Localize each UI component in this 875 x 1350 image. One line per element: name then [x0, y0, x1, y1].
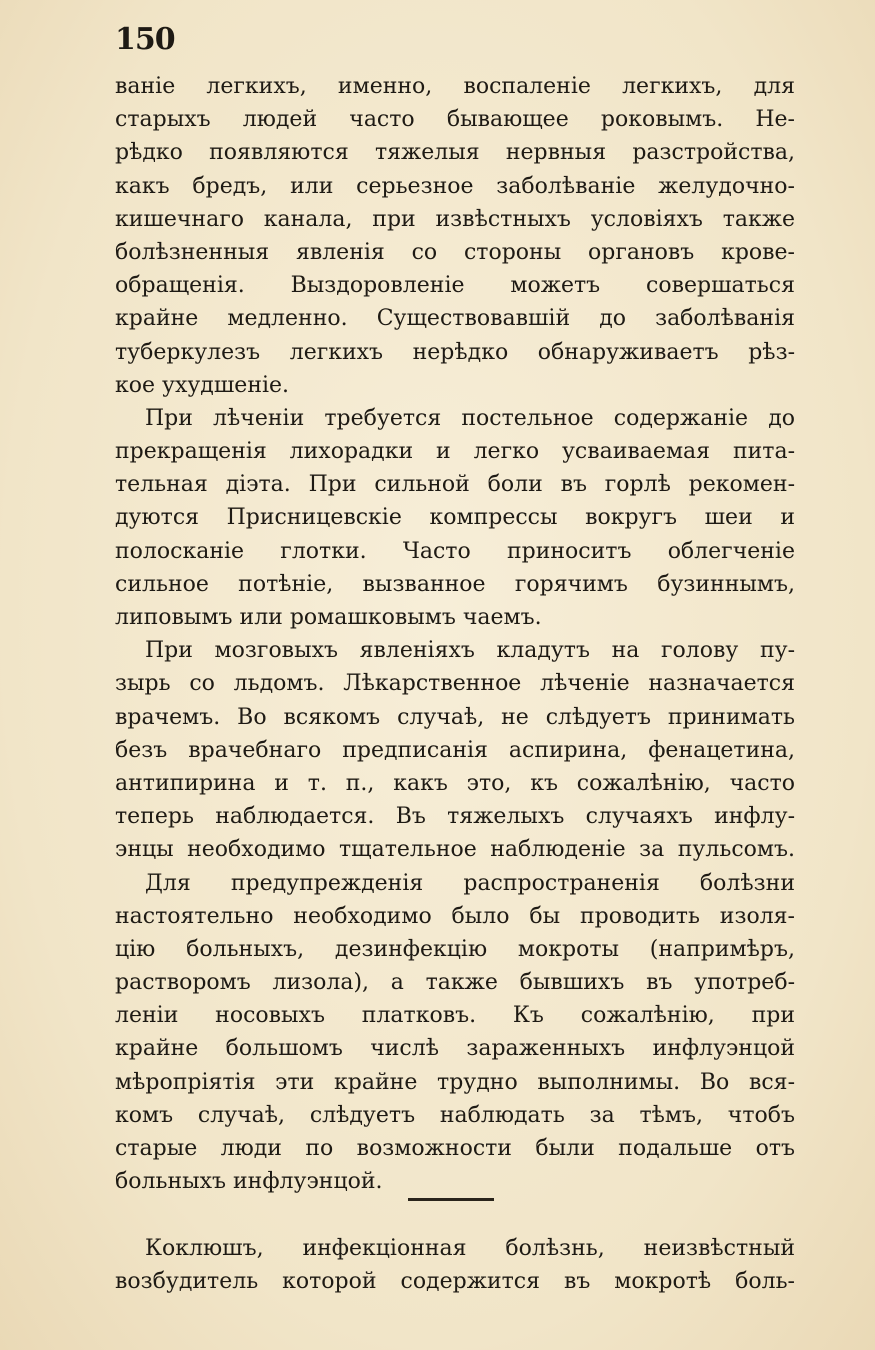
- text-line: врачемъ. Во всякомъ случаѣ, не слѣдуетъ принимать: [115, 704, 795, 730]
- text-line: полосканіе глотки. Часто приноситъ облегченіе: [115, 538, 795, 564]
- text-line: болѣзненныя явленія со стороны органовъ крове-: [115, 239, 795, 265]
- text-line: больныхъ инфлуэнцой.: [115, 1169, 383, 1195]
- text-line: обращенія. Выздоровленіе можетъ совершаться: [115, 273, 795, 299]
- text-line: комъ случаѣ, слѣдуетъ наблюдать за тѣмъ, чтобъ: [115, 1102, 795, 1128]
- section-divider: [408, 1198, 494, 1201]
- text-line: антипирина и т. п., какъ это, къ сожалѣнію, часто: [115, 770, 795, 796]
- text-line: При лѣченіи требуется постельное содержаніе до: [145, 405, 795, 431]
- text-line: крайне большомъ числѣ зараженныхъ инфлуэнцой: [115, 1036, 795, 1062]
- next-section-text: [115, 1232, 795, 1298]
- text-line: дуются Присницевскіе компрессы вокругъ шеи и: [115, 505, 795, 531]
- page-number: 150: [115, 22, 175, 57]
- text-line: прекращенія лихорадки и легко усваиваемая пита-: [115, 439, 795, 465]
- text-line: мѣропріятія эти крайне трудно выполнимы. Во вся-: [115, 1069, 795, 1095]
- text-line: какъ бредъ, или серьезное заболѣваніе желудочно-: [115, 173, 795, 199]
- text-line: настоятельно необходимо было бы проводить изоля-: [115, 903, 795, 929]
- text-line: сильное потѣніе, вызванное горячимъ бузиннымъ,: [115, 571, 795, 597]
- text-line: теперь наблюдается. Въ тяжелыхъ случаяхъ инфлу-: [115, 804, 795, 830]
- text-line: кишечнаго канала, при извѣстныхъ условіяхъ также: [115, 206, 795, 232]
- text-line: кое ухудшеніе.: [115, 372, 290, 398]
- text-line: рѣдко появляются тяжелыя нервныя разстройства,: [115, 140, 795, 166]
- text-line: зырь со льдомъ. Лѣкарственное лѣченіе назначается: [115, 671, 795, 697]
- text-line: ваніе легкихъ, именно, воспаленіе легкихъ, для: [115, 74, 795, 99]
- text-line: крайне медленно. Существовавшій до заболѣванія: [115, 306, 795, 332]
- text-line: Для предупрежденія распространенія болѣзни: [145, 870, 795, 896]
- text-line: безъ врачебнаго предписанія аспирина, фенацетина,: [115, 737, 795, 763]
- text-line: Коклюшъ, инфекціонная болѣзнь, неизвѣстный: [145, 1236, 795, 1261]
- body-text: [115, 70, 795, 1198]
- text-line: цію больныхъ, дезинфекцію мокроты (напримѣръ,: [115, 936, 795, 962]
- text-line: тельная діэта. При сильной боли въ горлѣ рекомен-: [115, 472, 795, 498]
- text-line: туберкулезъ легкихъ нерѣдко обнаруживаетъ рѣз-: [115, 339, 795, 365]
- text-line: энцы необходимо тщательное наблюденіе за пульсомъ.: [115, 837, 795, 863]
- text-line: старые люди по возможности были подальше отъ: [115, 1136, 795, 1161]
- text-line: растворомъ лизола), а также бывшихъ въ употреб-: [115, 970, 795, 996]
- text-line: возбудитель которой содержится въ мокротѣ боль-: [115, 1269, 795, 1295]
- text-line: При мозговыхъ явленіяхъ кладутъ на голову пу-: [145, 638, 795, 664]
- text-line: леніи носовыхъ платковъ. Къ сожалѣнію, при: [115, 1003, 795, 1029]
- text-line: старыхъ людей часто бывающее роковымъ. Не-: [115, 107, 795, 133]
- text-line: липовымъ или ромашковымъ чаемъ.: [115, 605, 542, 630]
